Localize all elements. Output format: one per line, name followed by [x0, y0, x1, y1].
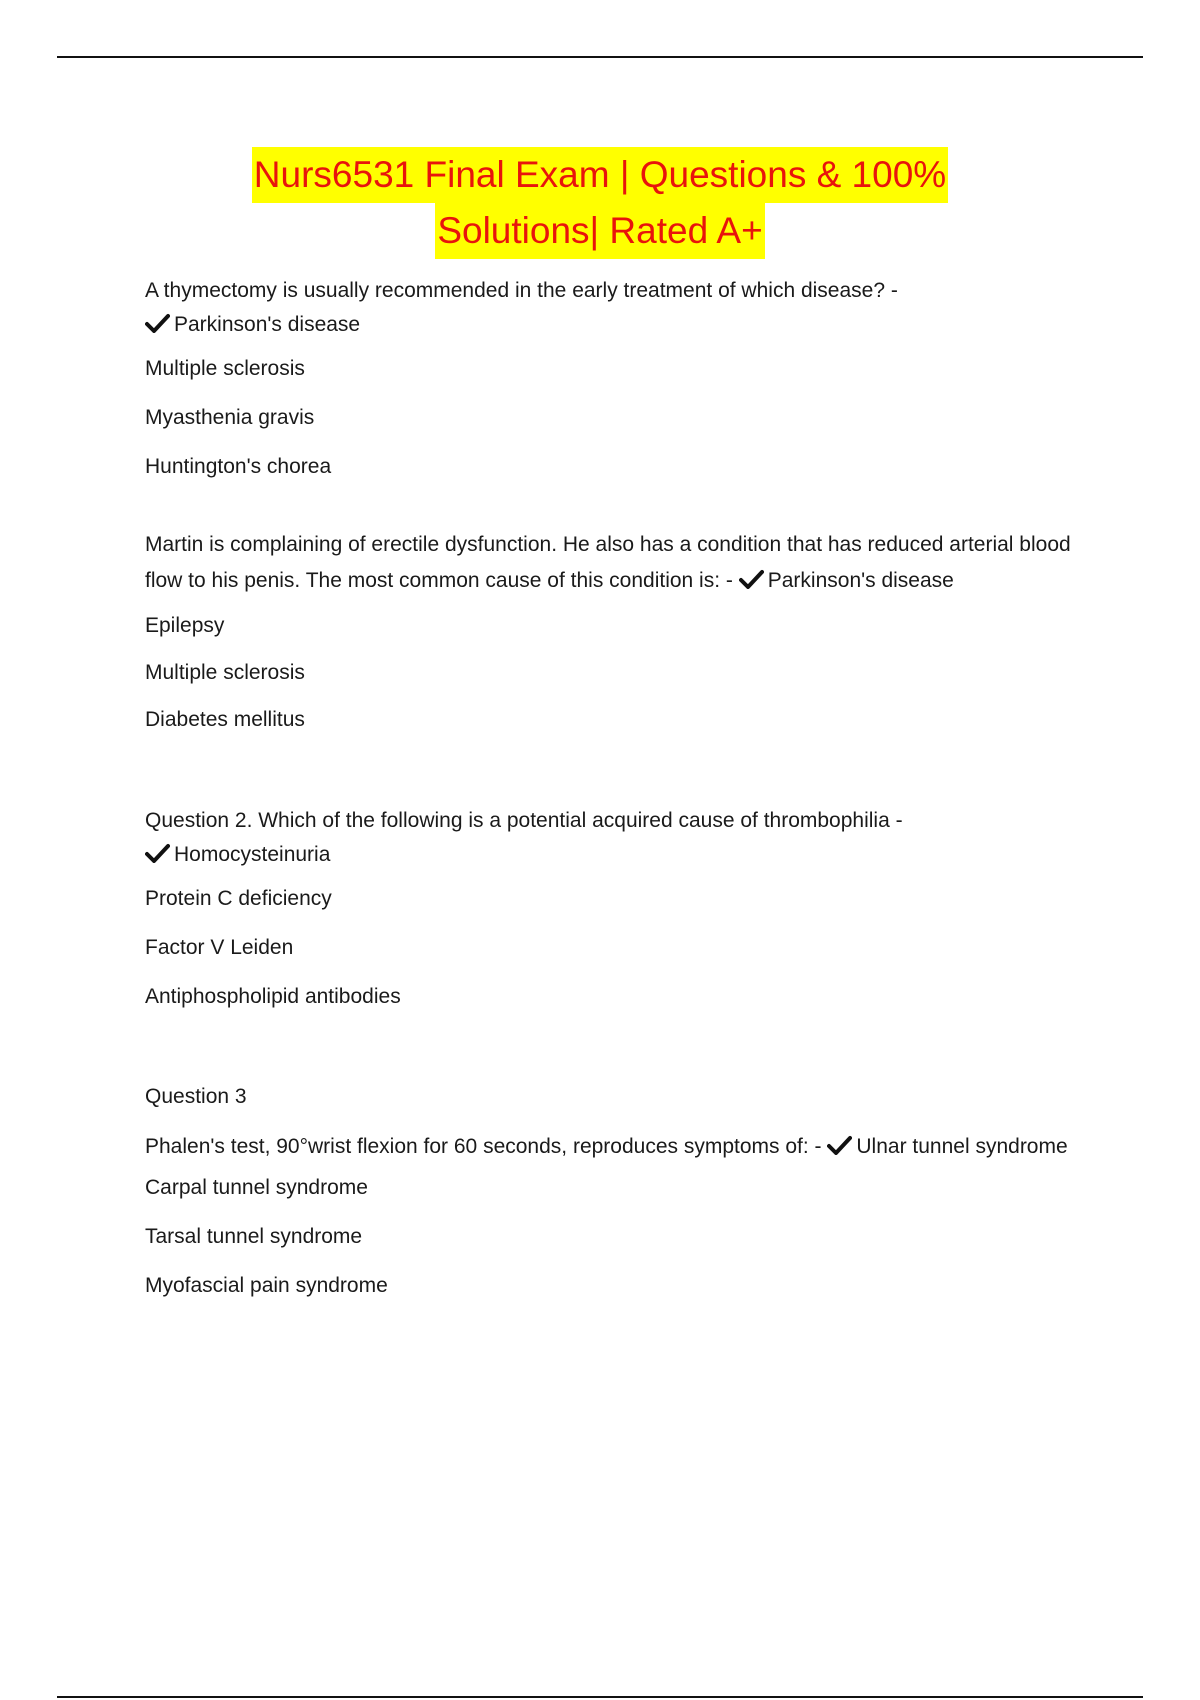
question-text: A thymectomy is usually recommended in the early treatment of which disease? -	[145, 279, 898, 302]
bottom-rule	[57, 1696, 1143, 1698]
correct-answer: Homocysteinuria	[174, 843, 331, 866]
question-text: Question 2. Which of the following is a potential acquired cause of thrombophilia -	[145, 809, 903, 832]
question-prompt	[145, 527, 1085, 599]
correct-answer: Parkinson's disease	[767, 569, 954, 592]
title-line-1: Nurs6531 Final Exam | Questions & 100%	[252, 147, 948, 203]
title-line-2: Solutions| Rated A+	[435, 203, 764, 259]
answer-option: Factor V Leiden	[145, 936, 294, 959]
question-text: Phalen's test, 90°wrist flexion for 60 seconds, reproduces symptoms of: -	[145, 1135, 822, 1158]
correct-answer: Ulnar tunnel syndrome	[856, 1135, 1068, 1158]
answer-option: Protein C deficiency	[145, 887, 332, 910]
answer-option: Huntington's chorea	[145, 455, 332, 478]
checkmark-icon	[145, 843, 170, 863]
top-rule	[57, 56, 1143, 58]
answer-option: Myasthenia gravis	[145, 406, 315, 429]
question-block	[145, 274, 1085, 527]
question-block	[145, 527, 1085, 804]
checkmark-icon	[145, 313, 170, 333]
answer-option: Carpal tunnel syndrome	[145, 1176, 368, 1199]
question-block	[145, 804, 1085, 1079]
answer-option: Antiphospholipid antibodies	[145, 985, 401, 1008]
question-block	[145, 1079, 1085, 1322]
checkmark-icon	[739, 569, 764, 589]
checkmark-icon	[827, 1135, 852, 1155]
question-prompt	[145, 1131, 1085, 1163]
answer-option: Tarsal tunnel syndrome	[145, 1225, 363, 1248]
answer-option: Epilepsy	[145, 614, 225, 637]
question-text: Martin is complaining of erectile dysfunction. He also has a condition that has reduced arterial blood flow to his penis. The most common cause of this condition is: -	[145, 533, 1071, 592]
answer-option: Multiple sclerosis	[145, 357, 305, 380]
document-title	[0, 147, 1200, 259]
answer-option: Multiple sclerosis	[145, 661, 305, 684]
question-prompt	[145, 274, 1085, 342]
exam-content	[145, 274, 1085, 1322]
correct-answer: Parkinson's disease	[174, 313, 361, 336]
question-prompt	[145, 804, 1085, 872]
answer-option: Diabetes mellitus	[145, 708, 305, 731]
question-heading: Question 3	[145, 1085, 247, 1108]
answer-option: Myofascial pain syndrome	[145, 1274, 388, 1297]
